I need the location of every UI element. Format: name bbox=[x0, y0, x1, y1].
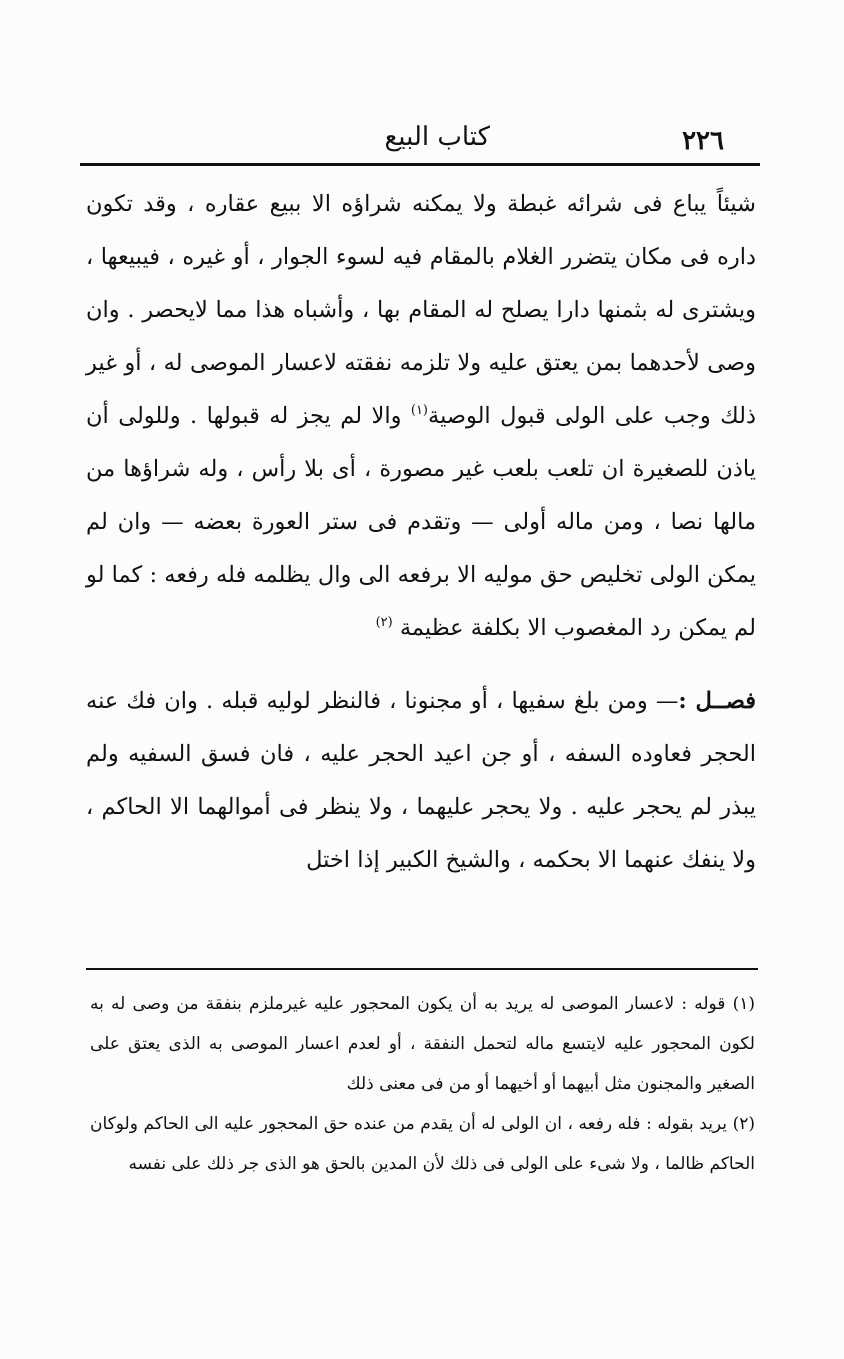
footnote-ref-2[interactable]: (٢) bbox=[375, 615, 393, 630]
paragraph-1-continuation: والا لم يجز له قبولها . وللولى أن ياذن للصغيرة ان تلعب بلعب غير مصورة ، أى بلا رأس ، وله شراؤها من مالها نصا ، ومن ماله أولى — وتقدم فى ستر العورة بعضه — وان لم يمكن الولى تخليص حق موليه الا برفعه الى وال يظلمه فله رفعه : كما لو لم يمكن رد المغصوب الا بكلفة عظيمة bbox=[86, 403, 756, 641]
footnote-rule bbox=[86, 968, 758, 970]
paragraph-2-text: — ومن بلغ سفيها ، أو مجنونا ، فالنظر لوليه قبله . وان فك عنه الحجر فعاوده السفه ، أو جن اعيد الحجر عليه ، فان فسق السفيه ولم يبذر لم يحجر عليه . ولا يحجر عليهما ، ولا ينظر فى أموالهما الا الحاكم ، ولا ينفك عنهما الا بحكمه ، والشيخ الكبير إذا اختل bbox=[86, 688, 756, 873]
main-text bbox=[86, 178, 756, 887]
page-header bbox=[80, 118, 760, 162]
footnote-2: (٢) يريد بقوله : فله رفعه ، ان الولى له أن يقدم من عنده حق المحجور عليه الى الحاكم ولوكان الحاكم ظالما ، ولا شىء على الولى فى ذلك لأن المدين بالحق هو الذى جر ذلك على نفسه bbox=[90, 1114, 755, 1174]
footnotes bbox=[90, 984, 755, 1184]
paragraph-1-text: شيئاً يباع فى شرائه غبطة ولا يمكنه شراؤه الا ببيع عقاره ، وقد تكون داره فى مكان يتضرر الغلام بالمقام فيه لسوء الجوار ، أو غيره ، فيبيعها ، ويشترى له بثمنها دارا يصلح له المقام بها ، وأشباه هذا مما لايحصر . وان وصى لأحدهما بمن يعتق عليه ولا تلزمه نفقته لاعسار الموصى له ، أو غير ذلك وجب على الولى قبول الوصية bbox=[86, 191, 757, 429]
footnote-1: (١) قوله : لاعسار الموصى له يريد به أن يكون المحجور عليه غيرملزم بنفقة من وصى له به لكون المحجور عليه لايتسع ماله لتحمل النفقة ، أو لعدم اعسار الموصى به الذى يعتق على الصغير والمجنون مثل أبيهما أو أخيهما أو من فى معنى ذلك bbox=[90, 994, 755, 1094]
paragraph-2 bbox=[86, 675, 756, 887]
header-rule bbox=[80, 163, 760, 166]
footnote-ref-1[interactable]: (١) bbox=[410, 403, 428, 418]
paragraph-1 bbox=[86, 178, 756, 655]
running-title: كتاب البيع bbox=[384, 122, 490, 152]
page-number: ٢٢٦ bbox=[682, 126, 724, 156]
section-heading: فصــل : bbox=[678, 688, 756, 714]
